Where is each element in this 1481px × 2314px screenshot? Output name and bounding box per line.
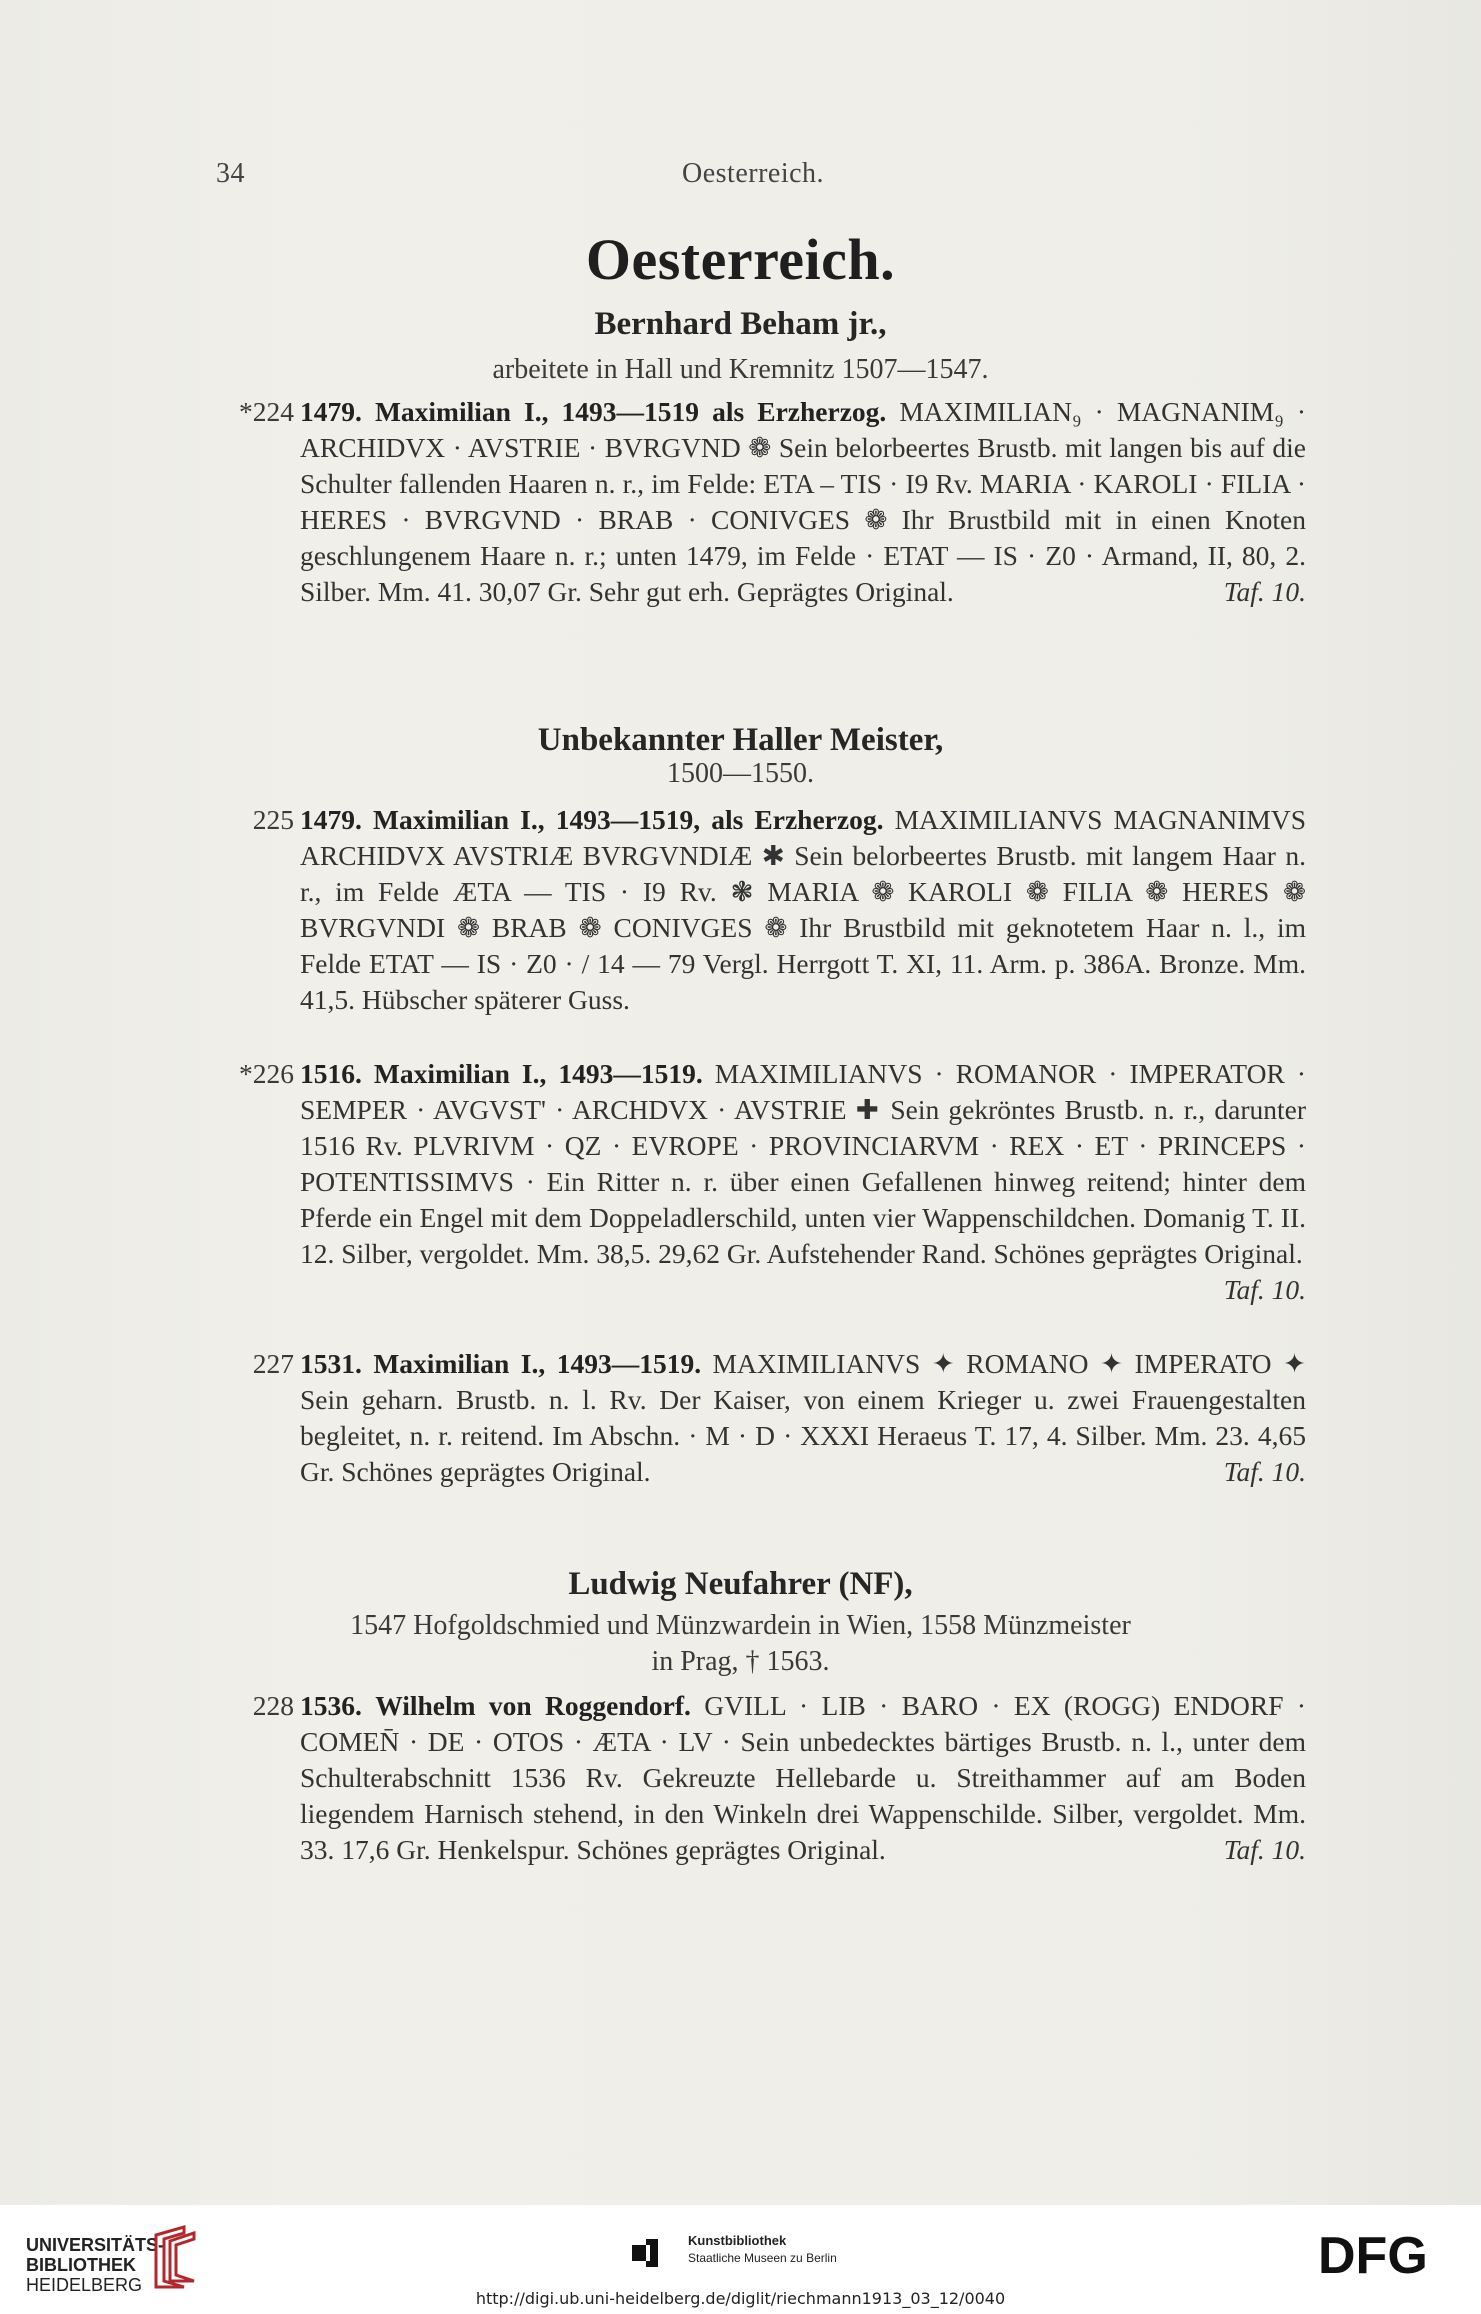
entry-text: MAXIMILIANVS · ROMANOR · IMPERATOR · SEMPER · AVGVST' · ARCHDVX · AVSTRIE ✚ Sein gekröntes Brustb. n. r., darunter 1516 Rv. PLVRIVM · QZ · EVROPE · PROVINCIARVM · REX · ET · PRINCEPS · POTENTISSIMVS · Ein Ritter n. r. über einen Gefallenen hinweg reitend; hinter dem Pferde ein Engel mit dem Doppeladlerschild, unten vier Wappenschildchen. Domanig T. II. 12. Silber, vergoldet. Mm. 38,5. 29,62 Gr. Aufstehender Rand. Schönes geprägtes Original. xyxy=(300,1058,1306,1269)
logo-text-line-1: UNIVERSITÄTS- xyxy=(26,2235,165,2255)
entry-text: GVILL · LIB · BARO · EX (ROGG) ENDORF · COMEN̄ · DE · OTOS · ÆTA · LV · Sein unbedecktes bärtiges Brustb. n. l., unter dem Schulterabschnitt 1536 Rv. Gekreuzte Hellebarde u. Streithammer auf am Boden liegendem Harnisch stehend, in den Winkeln drei Wappenschilde. Silber, vergoldet. Mm. 33. 17,6 Gr. Henkelspur. Schönes geprägtes Original. xyxy=(300,1690,1306,1865)
plate-reference: Taf. 10. xyxy=(1223,1456,1306,1487)
page-number: 34 xyxy=(216,158,245,189)
kunstbibliothek-name: Kunstbibliothek xyxy=(688,2233,787,2248)
catalog-entry-226 xyxy=(239,1056,1306,1308)
section-subtitle-neufahrer-1: 1547 Hofgoldschmied und Münzwardein in Wien, 1558 Münzmeister xyxy=(350,1610,1131,1641)
plate-reference: Taf. 10. xyxy=(1223,576,1306,607)
entry-text: MAXIMILIAN₉ · MAGNANIM₉ · ARCHIDVX · AVSTRIE · BVRGVND ❁ Sein belorbeertes Brustb. mit langen bis auf die Schulter fallenden Haaren n. r., im Felde: ETA – TIS · I9 Rv. MARIA · KAROLI · FILIA · HERES · BVRGVND · BRAB · CONIVGES ❁ Ihr Brustbild mit in einen Knoten geschlungenem Haare n. r.; unten 1479, im Felde · ETAT — IS · Z0 · Armand, II, 80, 2. Silber. Mm. 41. 30,07 Gr. Sehr gut erh. Geprägtes Original. xyxy=(300,396,1307,607)
entry-year: 1531. xyxy=(300,1348,362,1379)
entry-title: Maximilian I., 1493—1519. xyxy=(373,1058,703,1089)
section-heading-haller-meister: Unbekannter Haller Meister, xyxy=(537,722,944,758)
entry-number: *226 xyxy=(239,1058,294,1089)
catalog-entry-224 xyxy=(239,394,1307,610)
entry-text: MAXIMILIANVS MAGNANIMVS ARCHIDVX AVSTRIÆ BVRGVNDIÆ ✱ Sein belorbeertes Brustb. mit langem Haar n. r., im Felde ÆTA — TIS · I9 Rv. ❃ MARIA ❁ KAROLI ❁ FILIA ❁ HERES ❁ BVRGVNDI ❁ BRAB ❁ CONIVGES ❁ Ihr Brustbild mit geknotetem Haar n. l., im Felde ETAT — IS · Z0 · / 14 — 79 Vergl. Herrgott T. XI, 11. Arm. p. 386A. Bronze. Mm. 41,5. Hübscher späterer Guss. xyxy=(300,804,1307,1015)
catalog-entry-225 xyxy=(252,802,1307,1018)
permalink-url[interactable]: http://digi.ub.uni-heidelberg.de/diglit/riechmann1913_03_12/0040 xyxy=(475,2289,1006,2308)
section-heading-neufahrer: Ludwig Neufahrer (NF), xyxy=(568,1566,913,1602)
entry-number: 228 xyxy=(252,1690,294,1721)
entry-number: 225 xyxy=(252,804,294,835)
entry-title: Maximilian I., 1493—1519, als Erzherzog. xyxy=(373,804,884,835)
section-subtitle-neufahrer-2: in Prag, † 1563. xyxy=(651,1646,830,1677)
entry-year: 1516. xyxy=(300,1058,362,1089)
plate-reference: Taf. 10. xyxy=(1223,1834,1306,1865)
entry-year: 1479. xyxy=(300,804,362,835)
dfg-logo-icon[interactable] xyxy=(1318,2229,1458,2279)
logo-text-line-3: HEIDELBERG xyxy=(26,2275,143,2295)
entry-title: Maximilian I., 1493—1519 als Erzherzog. xyxy=(374,396,887,427)
dfg-logo-text: DFG xyxy=(1318,2229,1428,2279)
catalog-entry-227 xyxy=(252,1346,1307,1490)
logo-text-line-2: BIBLIOTHEK xyxy=(26,2255,136,2275)
entry-title: Wilhelm von Roggendorf. xyxy=(375,1690,691,1721)
entry-number: *224 xyxy=(239,396,294,427)
heidelberg-university-library-logo[interactable] xyxy=(26,2235,164,2295)
section-subtitle-haller-meister: 1500—1550. xyxy=(667,758,814,789)
library-emblem-icon xyxy=(150,2225,210,2289)
plate-reference: Taf. 10. xyxy=(1223,1274,1306,1305)
page-title: Oesterreich. xyxy=(585,227,896,292)
kunstbibliothek-mark-icon xyxy=(632,2239,660,2267)
catalog-entry-228 xyxy=(252,1688,1306,1868)
entry-year: 1536. xyxy=(300,1690,362,1721)
entry-number: 227 xyxy=(252,1348,294,1379)
section-heading-beham: Bernhard Beham jr., xyxy=(594,306,887,342)
entry-title: Maximilian I., 1493—1519. xyxy=(373,1348,702,1379)
kunstbibliothek-subtitle: Staatliche Museen zu Berlin xyxy=(688,2251,837,2265)
entry-year: 1479. xyxy=(300,396,362,427)
section-subtitle-beham: arbeitete in Hall und Kremnitz 1507—1547. xyxy=(492,354,989,385)
running-title: Oesterreich. xyxy=(682,158,825,189)
viewer-footer xyxy=(0,2205,1481,2314)
entry-text: MAXIMILIANVS ✦ ROMANO ✦ IMPERATO ✦ Sein geharn. Brustb. n. l. Rv. Der Kaiser, von einem Krieger u. zwei Frauengestalten begleitet, n. r. reitend. Im Abschn. · M · D · XXXI Heraeus T. 17, 4. Silber. Mm. 23. 4,65 Gr. Schönes geprägtes Original. xyxy=(300,1348,1307,1487)
